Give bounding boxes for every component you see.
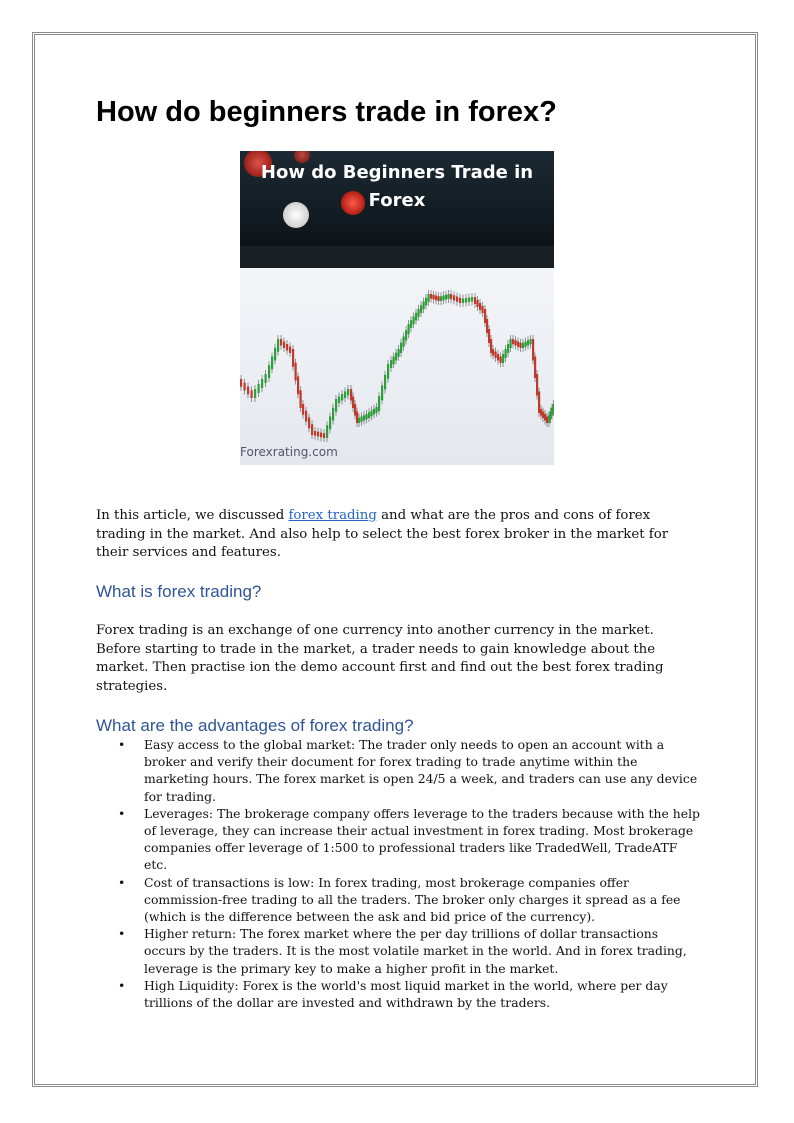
candle (354, 404, 356, 416)
candle (258, 384, 260, 393)
candle (459, 298, 461, 303)
candle (438, 296, 440, 301)
candle (300, 390, 302, 408)
list-item (96, 925, 700, 977)
candle (361, 417, 363, 422)
candle (398, 349, 400, 357)
candle (453, 295, 455, 300)
candle (423, 302, 425, 310)
hero-watermark: Forexrating.com (240, 445, 338, 459)
candle (347, 389, 349, 396)
candle (410, 320, 412, 328)
candle (302, 404, 304, 415)
candle (465, 298, 467, 303)
list-item-text: Cost of transactions is low: In forex trading, most brokerage companies offer commission-free trading to all the traders. The broker only charges it spread as a fee (which is the difference between the ask and bid price of the currency). (144, 874, 681, 925)
candle (527, 340, 529, 345)
candle (244, 383, 246, 391)
bullet-icon: • (118, 926, 126, 942)
section-heading-advantages: What are the advantages of forex trading? (96, 716, 414, 735)
candle (400, 343, 402, 353)
candle (240, 379, 242, 387)
section-heading-what-is: What is forex trading? (96, 582, 262, 601)
list-item-text: Easy access to the global market: The trader only needs to open an account with a broker and verify their document for forex trading to trade anytime within the marketing hours. The forex market is open 24/5 a week, and traders can use any device for trading. (144, 737, 698, 804)
candle (350, 389, 352, 401)
candle (395, 353, 397, 361)
candle (297, 377, 299, 395)
candle (536, 374, 538, 396)
candle (532, 339, 534, 361)
list-item (96, 874, 700, 926)
candle (323, 433, 325, 438)
candle (317, 432, 319, 437)
candle (497, 354, 499, 361)
candle (495, 352, 497, 359)
candle (420, 305, 422, 313)
candle (329, 417, 331, 430)
candle (433, 295, 435, 300)
candle (381, 386, 383, 401)
list-item-text: Leverages: The brokerage company offers leverage to the traders because with the help of leverage, they can increase their actual investment in forex trading. Most brokerage companies offer leverage of 1:500 to professional traders like TradedWell, TradeATF etc. (144, 805, 700, 873)
candle (356, 412, 358, 424)
list-item (96, 736, 700, 805)
candle (408, 324, 410, 334)
candle (538, 392, 540, 414)
candle (378, 396, 380, 411)
candle (450, 294, 452, 299)
list-item (96, 977, 700, 1011)
candle (251, 390, 253, 398)
bullet-icon: • (118, 977, 126, 993)
candle (247, 387, 249, 395)
candle (502, 354, 504, 363)
candle (445, 295, 447, 300)
candle (443, 296, 445, 301)
candle (338, 397, 340, 404)
candle (286, 344, 288, 351)
candle (314, 431, 316, 436)
candle (492, 349, 494, 356)
candle (292, 349, 294, 367)
candle (405, 330, 407, 340)
candle (462, 299, 464, 304)
candle (295, 363, 297, 381)
candle (413, 317, 415, 325)
candle (371, 411, 373, 417)
candle (332, 408, 334, 421)
candle (311, 424, 313, 435)
candle (352, 397, 354, 409)
candle (510, 339, 512, 348)
candle (254, 389, 256, 398)
candle (366, 414, 368, 419)
candle (500, 357, 502, 364)
candle (265, 374, 267, 383)
candle (363, 415, 365, 420)
candle (540, 409, 542, 416)
intro-text-before: In this article, we discussed (96, 508, 289, 523)
candle (274, 348, 276, 361)
candle (326, 425, 328, 438)
candle (534, 357, 536, 379)
candle (344, 392, 346, 399)
candle (368, 412, 370, 418)
candle (515, 340, 517, 345)
candle (390, 360, 392, 368)
candle (415, 313, 417, 321)
candle (320, 433, 322, 438)
candle (425, 298, 427, 306)
list-item-text: Higher return: The forex market where the per day trillions of dollar transactions occurs by the traders. It is the most volatile market in the world. And in forex trading, leverage is the primary key to make a higher profit in the market. (144, 926, 687, 976)
candle (435, 296, 437, 301)
candle (486, 319, 488, 333)
candle (525, 342, 527, 347)
candle (522, 343, 524, 348)
candle (477, 300, 479, 307)
candle (471, 297, 473, 302)
hero-image (240, 151, 554, 465)
forex-trading-link[interactable]: forex trading (288, 508, 377, 523)
candle (335, 399, 337, 412)
candle (474, 297, 476, 304)
candle (418, 309, 420, 317)
candle (305, 411, 307, 422)
candle (546, 417, 548, 424)
candle (261, 379, 263, 388)
bullet-icon: • (118, 805, 126, 821)
candle (482, 306, 484, 313)
candle (376, 407, 378, 413)
candle (484, 309, 486, 323)
candle (308, 418, 310, 429)
candle (553, 404, 555, 412)
candle (428, 294, 430, 302)
candle (542, 412, 544, 419)
advantages-list (96, 736, 700, 1011)
candle (488, 329, 490, 343)
candle (384, 375, 386, 390)
list-item (96, 805, 700, 874)
candle (448, 294, 450, 299)
candle (490, 339, 492, 353)
candle (517, 342, 519, 347)
candle (520, 343, 522, 348)
candle (456, 297, 458, 302)
bullet-icon: • (118, 874, 126, 890)
candle (530, 339, 532, 344)
page-title: How do beginners trade in forex? (96, 96, 557, 128)
list-item-text: High Liquidity: Forex is the world's most liquid market in the world, where per day trillions of the dollar are invested and withdrawn by the traders. (144, 977, 668, 1011)
candle (430, 294, 432, 299)
candle (341, 394, 343, 401)
candle (393, 357, 395, 365)
candle (358, 418, 360, 423)
candle (512, 339, 514, 344)
candle (283, 342, 285, 349)
candle (544, 414, 546, 421)
bullet-icon: • (118, 737, 126, 752)
intro-paragraph (96, 507, 696, 563)
candle (440, 296, 442, 301)
candle (479, 303, 481, 310)
candle (507, 344, 509, 353)
candle (387, 364, 389, 379)
candle (468, 298, 470, 303)
section-what-is-paragraph: Forex trading is an exchange of one currency into another currency in the market. Before starting to trade in the market, a trader needs to gain knowledge about the market. Then practise ion the demo account first and find out the best forex trading strategies. (96, 623, 664, 694)
intro-text-after: and what are the pros and cons of forex trading in the market. And also help to select the best forex broker in the market for their services and features. (96, 508, 669, 561)
candle (505, 349, 507, 358)
hero-heading: How do Beginners Trade in Forex (260, 162, 534, 211)
candle (271, 357, 273, 370)
candle (280, 339, 282, 346)
candle (403, 337, 405, 347)
candle (373, 409, 375, 415)
candle (268, 365, 270, 378)
candle (289, 347, 291, 354)
candle (277, 339, 279, 352)
